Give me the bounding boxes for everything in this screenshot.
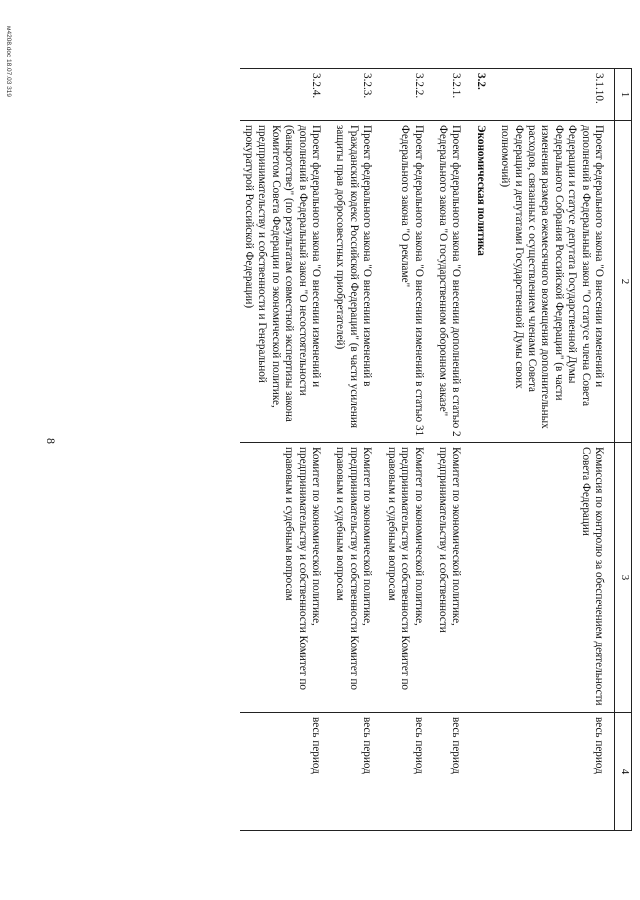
responsible-body: Комитет по экономической политике, предпринимательству и собственности — [434, 443, 472, 713]
page-number: 8 — [44, 438, 58, 444]
bill-title: Проект федерального закона "О внесении изменений в Гражданский кодекс Российской Федерации" (в части усиления защиты прав добросовестных приобретателей) — [331, 121, 382, 443]
bill-title: Проект федерального закона "О внесении дополнений в статью 2 Федерального закона "О государственном оборонном заказе" — [434, 121, 472, 443]
period: весь период — [382, 713, 433, 831]
period: весь период — [434, 713, 472, 831]
table-row — [382, 69, 433, 831]
table-header-row — [615, 69, 632, 831]
responsible-body: Комиссия по контролю за обеспечением деятельности Совета Федерации — [496, 443, 615, 713]
period: весь период — [496, 713, 615, 831]
bill-title: Проект федерального закона "О внесении изменений и дополнений в Федеральный закон "О статусе члена Совета Федерации и статусе депутата Государственной Думы Федерального Собрания Российской Федерации" (в части изменения размера ежемесячного возмещения дополнительных расходов, связанных с осуществлением членами Совета Федерации и депутатами Государственной Думы своих полномочий) — [496, 121, 615, 443]
column-header: 4 — [615, 713, 632, 831]
column-header: 2 — [615, 121, 632, 443]
bill-title: Проект федерального закона "О внесении изменений в статью 31 Федерального закона "О рекламе" — [382, 121, 433, 443]
section-title: Экономическая политика — [471, 121, 495, 443]
responsible-body: Комитет по экономической политике, предпринимательству и собственности Комитет по правовым и судебным вопросам — [240, 443, 331, 713]
row-number: 3.2.3. — [331, 69, 382, 121]
column-header: 3 — [615, 443, 632, 713]
plan-table — [240, 68, 632, 831]
row-number: 3.2.2. — [382, 69, 433, 121]
section-row — [471, 69, 495, 831]
table-row — [496, 69, 615, 831]
table-row — [240, 69, 331, 831]
responsible-body: Комитет по экономической политике, предпринимательству и собственности Комитет по правовым и судебным вопросам — [382, 443, 433, 713]
row-number: 3.1.10. — [496, 69, 615, 121]
section-number: 3.2. — [471, 69, 495, 121]
document-footer: м4208.doc 18.07.03 319 — [5, 26, 12, 97]
row-number: 3.2.1. — [434, 69, 472, 121]
bill-title: Проект федерального закона "О внесении изменений и дополнений в Федеральный закон "О несостоятельности (банкротстве)" (по результатам совместной экспертизы закона Комитетом Совета Федерации по экономической политике, предпринимательству и собственности и Генеральной прокуратурой Российской Федерации) — [240, 121, 331, 443]
period: весь период — [240, 713, 331, 831]
table-row — [331, 69, 382, 831]
table-row — [434, 69, 472, 831]
period: весь период — [331, 713, 382, 831]
row-number: 3.2.4. — [240, 69, 331, 121]
column-header: 1 — [615, 69, 632, 121]
responsible-body: Комитет по экономической политике, предпринимательству и собственности Комитет по правовым и судебным вопросам — [331, 443, 382, 713]
